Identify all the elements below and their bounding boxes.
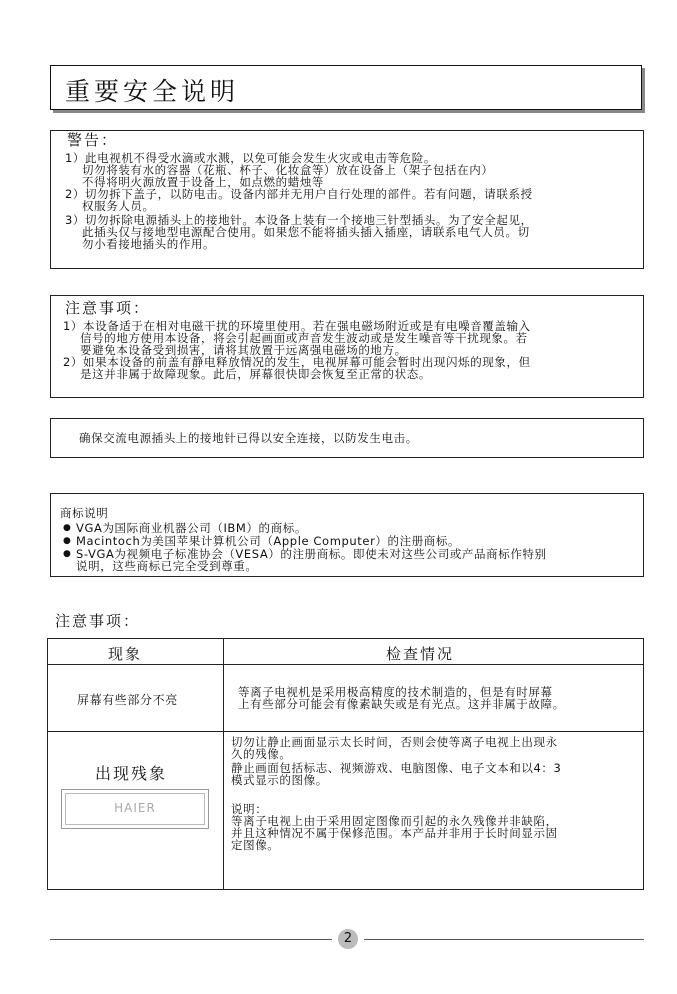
trademark-heading: 商标说明 — [60, 506, 109, 520]
notice-box — [50, 295, 644, 398]
notice-line: 1）本设备适于在相对电磁干扰的环境里使用。若在强电磁场附近或是有电噪音覆盖输入 — [63, 319, 531, 333]
bullet-icon: ● — [63, 536, 71, 546]
page-number: 2 — [338, 929, 358, 949]
check-line: 并且这种情况不属于保修范围。本产品并非用于长时间显示固 — [231, 826, 558, 840]
col-header-symptom: 现象 — [108, 645, 143, 663]
notice-heading: 注意事项： — [65, 299, 151, 317]
page-title: 重要安全说明 — [65, 77, 240, 106]
col-header-check: 检查情况 — [386, 645, 455, 663]
title-box — [50, 65, 642, 110]
notice-line: 要避免本设备受到损害，请将其放置于远离强电磁场的地方。 — [63, 343, 407, 357]
check-line: 模式显示的图像。 — [231, 773, 328, 787]
warning-line: 权服务人员。 — [65, 199, 155, 213]
trademark-item: S-VGA为视频电子标准协会（VESA）的注册商标。即使未对这些公司或产品商标作特别 — [76, 547, 547, 561]
haier-logo-sample — [61, 789, 209, 829]
trademark-item-continuation: 说明，这些商标已完全受到尊重。 — [76, 559, 258, 573]
check-line: 上有些部分可能会有像素缺失或是有光点。这并非属于故障。 — [238, 697, 565, 711]
notice-line: 信号的地方使用本设备，将会引起画面或声音发生波动或是发生噪音等干扰现象。若 — [63, 331, 528, 345]
trademark-item: Macintoch为美国苹果计算机公司（Apple Computer）的注册商标。 — [76, 534, 461, 548]
check-line: 久的残像。 — [231, 747, 292, 761]
troubleshoot-table — [47, 638, 644, 890]
warning-line: 勿小看接地插头的作用。 — [65, 237, 216, 251]
safety-note-box — [50, 418, 644, 458]
check-line: 定图像。 — [231, 838, 280, 852]
bullet-icon: ● — [63, 523, 71, 533]
check-line: 等离子电视机是采用极高精度的技术制造的，但是有时屏幕 — [238, 685, 553, 699]
warning-line: 切勿将装有水的容器（花瓶、杯子、化妆盒等）放在设备上（架子包括在内） — [65, 163, 494, 177]
section-title: 注意事项： — [55, 612, 141, 630]
safety-note: 确保交流电源插头上的接地针已得以安全连接，以防发生电击。 — [79, 431, 418, 445]
check-line: 静止画面包括标志、视频游戏、电脑图像、电子文本和以4：3 — [231, 761, 562, 775]
warning-line: 不得将明火源放置于设备上，如点燃的蜡烛等 — [65, 175, 325, 189]
trademark-box — [50, 493, 644, 577]
trademark-item: VGA为国际商业机器公司（IBM）的商标。 — [76, 521, 307, 535]
check-line: 等离子电视上由于采用固定图像而引起的永久残像并非缺陷， — [231, 814, 558, 828]
haier-logo-text: HAIER — [114, 801, 156, 815]
warning-line: 2）切勿拆下盖子，以防电击。设备内部并无用户自行处理的部件。若有问题，请联系授 — [65, 187, 533, 201]
check-line: 切勿让静止画面显示太长时间，否则会使等离子电视上出现永 — [231, 735, 558, 749]
notice-line: 是这并非属于故障现象。此后，屏幕很快即会恢复至正常的状态。 — [63, 367, 431, 381]
footer-rule — [50, 939, 332, 940]
warning-line: 3）切勿拆除电源插头上的接地针。本设备上装有一个接地三针型插头。为了安全起见， — [65, 213, 533, 227]
symptom-cell: 屏幕有些部分不亮 — [77, 693, 178, 707]
notice-line: 2）如果本设备的前盖有静电释放情况的发生，电视屏幕可能会暂时出现闪烁的现象，但 — [63, 355, 531, 369]
warning-heading: 警告： — [67, 131, 119, 149]
table-divider — [48, 731, 643, 732]
table-divider — [48, 664, 643, 665]
footer-rule — [364, 939, 644, 940]
check-line: 说明： — [231, 802, 268, 816]
warning-line: 此插头仅与接地型电源配合使用。如果您不能将插头插入插座，请联系电气人员。切 — [65, 225, 530, 239]
symptom-cell: 出现残象 — [95, 764, 168, 783]
warning-line: 1）此电视机不得受水滴或水溅，以免可能会发生火灾或电击等危险。 — [65, 151, 436, 165]
bullet-icon: ● — [63, 549, 71, 559]
warning-box — [50, 130, 644, 269]
table-divider — [223, 639, 224, 889]
